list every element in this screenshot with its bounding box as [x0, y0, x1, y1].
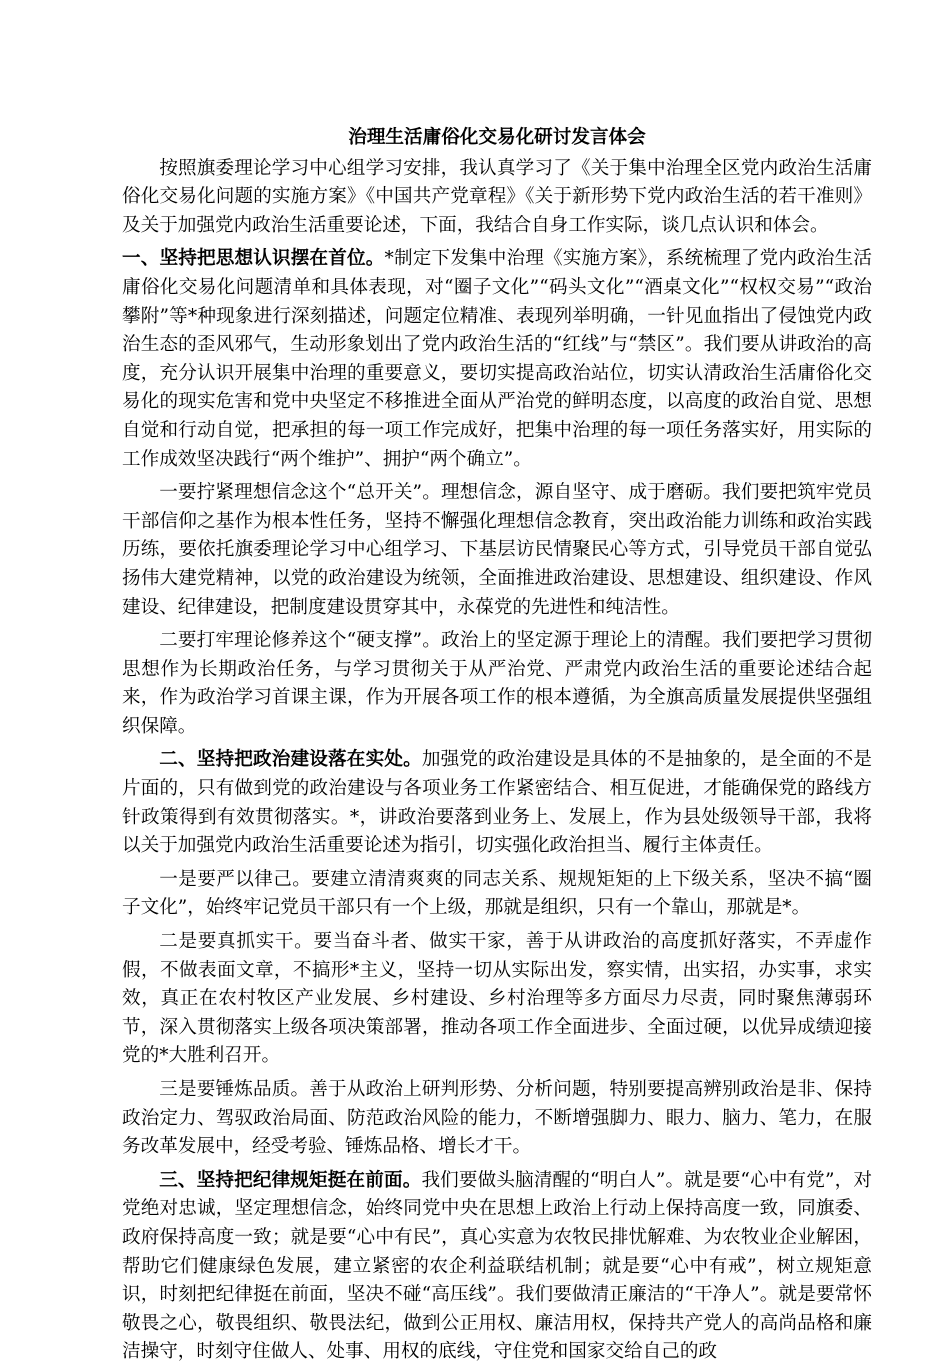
paragraph-section-3 — [122, 1167, 872, 1367]
paragraph-text: 一是要严以律己。要建立清清爽爽的同志关系、规规矩矩的上下级关系，坚决不搞“圈子文化”，始终牢记党员干部只有一个上级，那就是组织，只有一个靠山，那就是*。 — [122, 868, 872, 919]
document-page — [122, 124, 872, 1372]
paragraph-text: 一要拧紧理想信念这个“总开关”。理想信念，源自坚守、成于磨砺。我们要把筑牢党员干部信仰之基作为根本性任务，坚持不懈强化理想信念教育，突出政治能力训练和政治实践历练，要依托旗委理论学习中心组学习、下基层访民情聚民心等方式，引导党员干部自觉弘扬伟大建党精神，以党的政治建设为统领，全面推进政治建设、思想建设、组织建设、作风建设、纪律建设，把制度建设贯穿其中，永葆党的先进性和纯洁性。 — [122, 482, 872, 618]
paragraph-section-1 — [122, 245, 872, 474]
document-title: 治理生活庸俗化交易化研讨发言体会 — [348, 127, 646, 148]
paragraph-text: 二要打牢理论修养这个“硬支撑”。政治上的坚定源于理论上的清醒。我们要把学习贯彻思想作为长期政治任务，与学习贯彻关于从严治党、严肃党内政治生活的重要论述结合起来，作为政治学习首课主课，作为开展各项工作的根本遵循，为全旗高质量发展提供坚强组织保障。 — [122, 630, 872, 737]
paragraph-text: 加强党的政治建设是具体的不是抽象的，是全面的不是片面的，只有做到党的政治建设与各项业务工作紧密结合、相互促进，才能确保党的路线方针政策得到有效贯彻落实。*，讲政治要落到业务上、发展上，作为县处级领导干部，我将以关于加强党内政治生活重要论述为指引，切实强化政治担当、履行主体责任。 — [122, 749, 872, 857]
paragraph-point-1-1 — [122, 479, 872, 622]
section-heading-1: 一、坚持把思想认识摆在首位。 — [122, 248, 385, 270]
paragraph-text: 二是要真抓实干。要当奋斗者、做实干家，善于从讲政治的高度抓好落实，不弄虚作假，不做表面文章，不搞形*主义，坚持一切从实际出发，察实情，出实招，办实事，求实效，真正在农村牧区产业发展、乡村建设、乡村治理等多方面尽力尽责，同时聚焦薄弱环节，深入贯彻落实上级各项决策部署，推动各项工作全面进步、全面过硬，以优异成绩迎接党的*大胜利召开。 — [122, 931, 872, 1067]
paragraph-text: *制定下发集中治理《实施方案》，系统梳理了党内政治生活庸俗化交易化问题清单和具体表现，对“圈子文化”“码头文化”“酒桌文化”“权权交易”“政治攀附”等*种现象进行深刻描述，问题定位精准、表现列举明确，一针见血指出了侵蚀党内政治生态的歪风邪气，生动形象划出了党内政治生活的“红线”与“禁区”。我们要从讲政治的高度，充分认识开展集中治理的重要意义，要切实提高政治站位，切实认清政治生活庸俗化交易化的现实危害和党中央坚定不移推进全面从严治党的鲜明态度，以高度的政治自觉、思想自觉和行动自觉，把承担的每一项工作完成好，把集中治理的每一项任务落实好，用实际的工作成效坚决践行“两个维护”、拥护“两个确立”。 — [122, 248, 872, 470]
section-heading-3: 三、坚持把纪律规矩挺在前面。 — [159, 1169, 422, 1191]
paragraph-point-1-2 — [122, 627, 872, 741]
paragraph-point-2-3 — [122, 1076, 872, 1162]
paragraph-text: 三是要锤炼品质。善于从政治上研判形势、分析问题，特别要提高辨别政治是非、保持政治定力、驾驭政治局面、防范政治风险的能力，不断增强脚力、眼力、脑力、笔力，在服务改革发展中，经受考验、锤炼品格、增长才干。 — [122, 1079, 872, 1158]
section-heading-2: 二、坚持把政治建设落在实处。 — [159, 749, 422, 771]
paragraph-text: 按照旗委理论学习中心组学习安排，我认真学习了《关于集中治理全区党内政治生活庸俗化交易化问题的实施方案》《中国共产党章程》《关于新形势下党内政治生活的若干准则》及关于加强党内政治生活重要论述，下面，我结合自身工作实际，谈几点认识和体会。 — [122, 157, 872, 236]
paragraph-point-2-2 — [122, 928, 872, 1071]
paragraph-point-2-1 — [122, 866, 872, 923]
paragraph-text: 我们要做头脑清醒的“明白人”。就是要“心中有党”，对党绝对忠诚，坚定理想信念，始终同党中央在思想上政治上行动上保持高度一致，同旗委、政府保持高度一致；就是要“心中有民”，真心实意为农牧民排忧解难、为农牧业企业解困，帮助它们健康绿色发展，建立紧密的农企利益联结机制；就是要“心中有戒”，树立规矩意识，时刻把纪律挺在前面，坚决不碰“高压线”。我们要做清正廉洁的“干净人”。就是要常怀敬畏之心，敬畏组织、敬畏法纪，做到公正用权、廉洁用权，保持共产党人的高尚品格和廉洁操守，时刻守住做人、处事、用权的底线，守住党和国家交给自己的政 — [122, 1169, 872, 1363]
paragraph-section-2 — [122, 746, 872, 860]
paragraph-intro — [122, 155, 872, 241]
